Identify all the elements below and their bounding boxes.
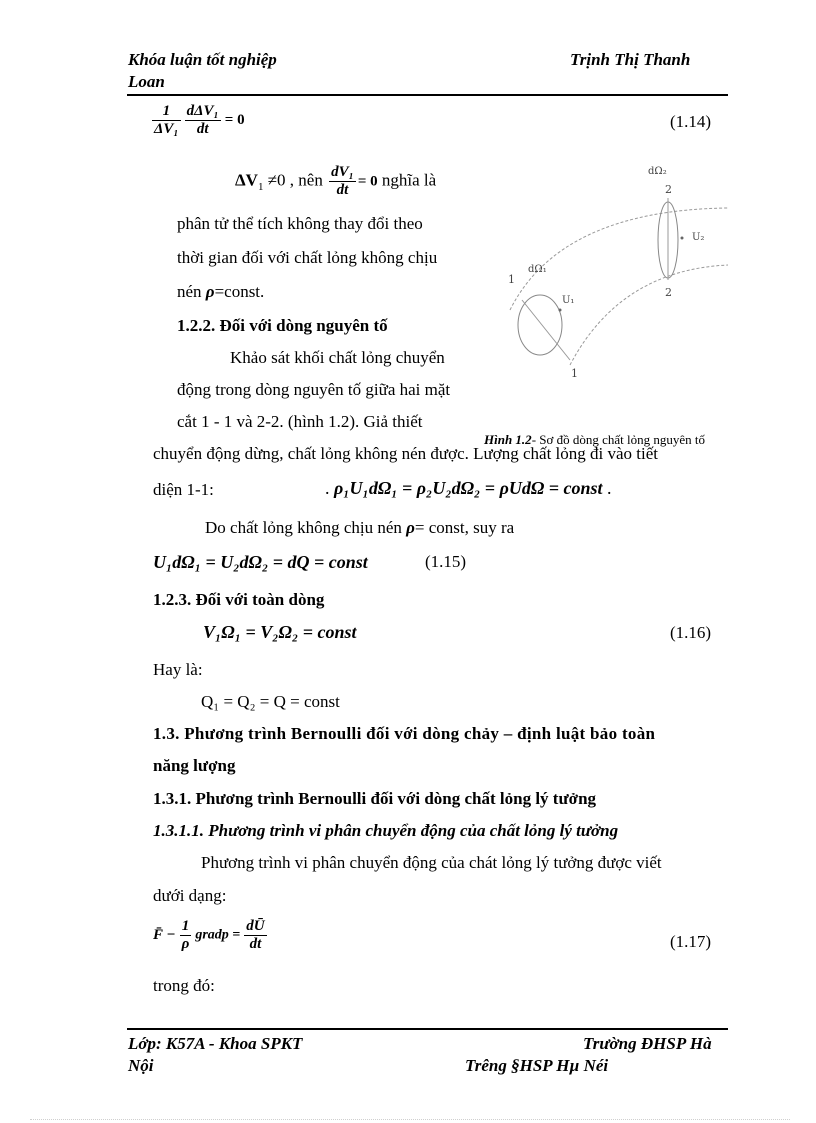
flow-tube-figure bbox=[500, 150, 740, 440]
figure-label-1-bottom: 1 bbox=[571, 367, 578, 380]
hay-la: Hay là: bbox=[153, 660, 203, 679]
figure-label-2-top: 2 bbox=[665, 183, 672, 196]
page-bottom-dotted-line bbox=[30, 1119, 790, 1120]
equation-1-14: $\frac{1}{\text{ΔV₁}}$ $\frac{\text{dΔV₁}}{dt}$ = 0 bbox=[154, 103, 245, 137]
section-1-2-3-heading: 1.2.3. Đối với toàn dòng bbox=[153, 590, 325, 609]
q-equation: Q₁ = Q₂ = Q = const bbox=[201, 692, 340, 711]
equation-1-17-number: (1.17) bbox=[670, 932, 712, 951]
u1-point bbox=[559, 309, 562, 312]
section-1-2-2-line6: Do chất lỏng không chịu nén ρ= const, suy ra bbox=[205, 518, 515, 537]
section-1-2-2-line2: động trong dòng nguyên tố giữa hai mặt bbox=[177, 380, 451, 399]
equation-1-15-number: (1.15) bbox=[425, 552, 467, 571]
header-left-line2: Loan bbox=[128, 72, 165, 91]
equation-1-15: U₁dΩ₁ = U₂dΩ₂ = dQ = const bbox=[153, 552, 368, 572]
equation-1-16: V₁Ω₁ = V₂Ω₂ = const bbox=[203, 622, 357, 642]
footer-rule bbox=[127, 1028, 728, 1030]
trong-do: trong đó: bbox=[153, 976, 215, 995]
para1-line3: thời gian đối với chất lỏng không chịu bbox=[177, 248, 438, 267]
header-right: Trịnh Thị Thanh bbox=[570, 50, 691, 69]
tube-lower-boundary bbox=[570, 265, 728, 365]
section-1-3-heading-line2: năng lượng bbox=[153, 756, 236, 775]
footer-right-line2: Trêng §HSP Hµ Néi bbox=[465, 1056, 609, 1075]
figure-label-1-left: 1 bbox=[508, 273, 515, 286]
section-1-2-2-heading: 1.2.2. Đối với dòng nguyên tố bbox=[177, 316, 388, 335]
figure-label-u2: U₂ bbox=[692, 232, 705, 243]
section-1-3-1-heading: 1.3.1. Phương trình Bernoulli đối với dòng chất lỏng lý tưởng bbox=[153, 789, 597, 808]
figure-label-2-bottom: 2 bbox=[665, 286, 672, 299]
section-1-2-2-line3: cắt 1 - 1 và 2-2. (hình 1.2). Giả thiết bbox=[177, 412, 423, 431]
section-1-3-para-line1: Phương trình vi phân chuyển động của chát lỏng lý tưởng được viết bbox=[201, 853, 662, 872]
para1-line1: $\Delta V_1 \ne 0$ , nên $\frac{\text{dV₁}}{dt}$ = 0 nghĩa là bbox=[235, 164, 437, 198]
section-1-3-heading-line1: 1.3. Phương trình Bernoulli đối với dòng chảy – định luật bảo toàn bbox=[153, 724, 656, 743]
footer-left-line2: Nội bbox=[128, 1056, 154, 1075]
footer-left-line1: Lớp: K57A - Khoa SPKT bbox=[128, 1034, 303, 1053]
header-rule bbox=[127, 94, 728, 96]
section-1-2-2-line1: Khảo sát khối chất lỏng chuyển bbox=[230, 348, 445, 367]
figure-label-u1: U₁ bbox=[562, 295, 575, 306]
header-left-line1: Khóa luận tốt nghiệp bbox=[128, 50, 277, 69]
para1-line4: nén ρ=const. bbox=[177, 282, 265, 301]
figure-label-domega1: dΩ₁ bbox=[528, 264, 547, 275]
footer-right-line1: Trường ĐHSP Hà bbox=[583, 1034, 712, 1053]
equation-1-16-number: (1.16) bbox=[670, 623, 712, 642]
section-1-2-2-line4: chuyển động dừng, chất lỏng không nén được. Lượng chất lỏng đi vào tiết bbox=[153, 444, 658, 463]
section-1-3-para-line2: dưới dạng: bbox=[153, 886, 227, 905]
figure-caption: Hình 1.2- Sơ đồ dòng chất lỏng nguyên tố bbox=[484, 432, 706, 447]
equation-1-14-number: (1.14) bbox=[670, 112, 712, 131]
u2-point bbox=[681, 237, 684, 240]
section-1-2-2-line5: diện 1-1: bbox=[153, 480, 214, 499]
para1-line2: phân tử thể tích không thay đổi theo bbox=[177, 214, 423, 233]
equation-1-17: F̄ − $\frac{1}{\rho}$ gradp = $\frac{dŪ}{dt}$ bbox=[153, 918, 265, 952]
section-1-3-1-1-heading: 1.3.1.1. Phương trình vi phân chuyển động của chất lỏng lý tưởng bbox=[153, 821, 619, 840]
continuity-equation: . ρ₁U₁dΩ₁ = ρ₂U₂dΩ₂ = ρUdΩ = const . bbox=[325, 478, 612, 498]
figure-label-domega2: dΩ₂ bbox=[648, 166, 667, 177]
